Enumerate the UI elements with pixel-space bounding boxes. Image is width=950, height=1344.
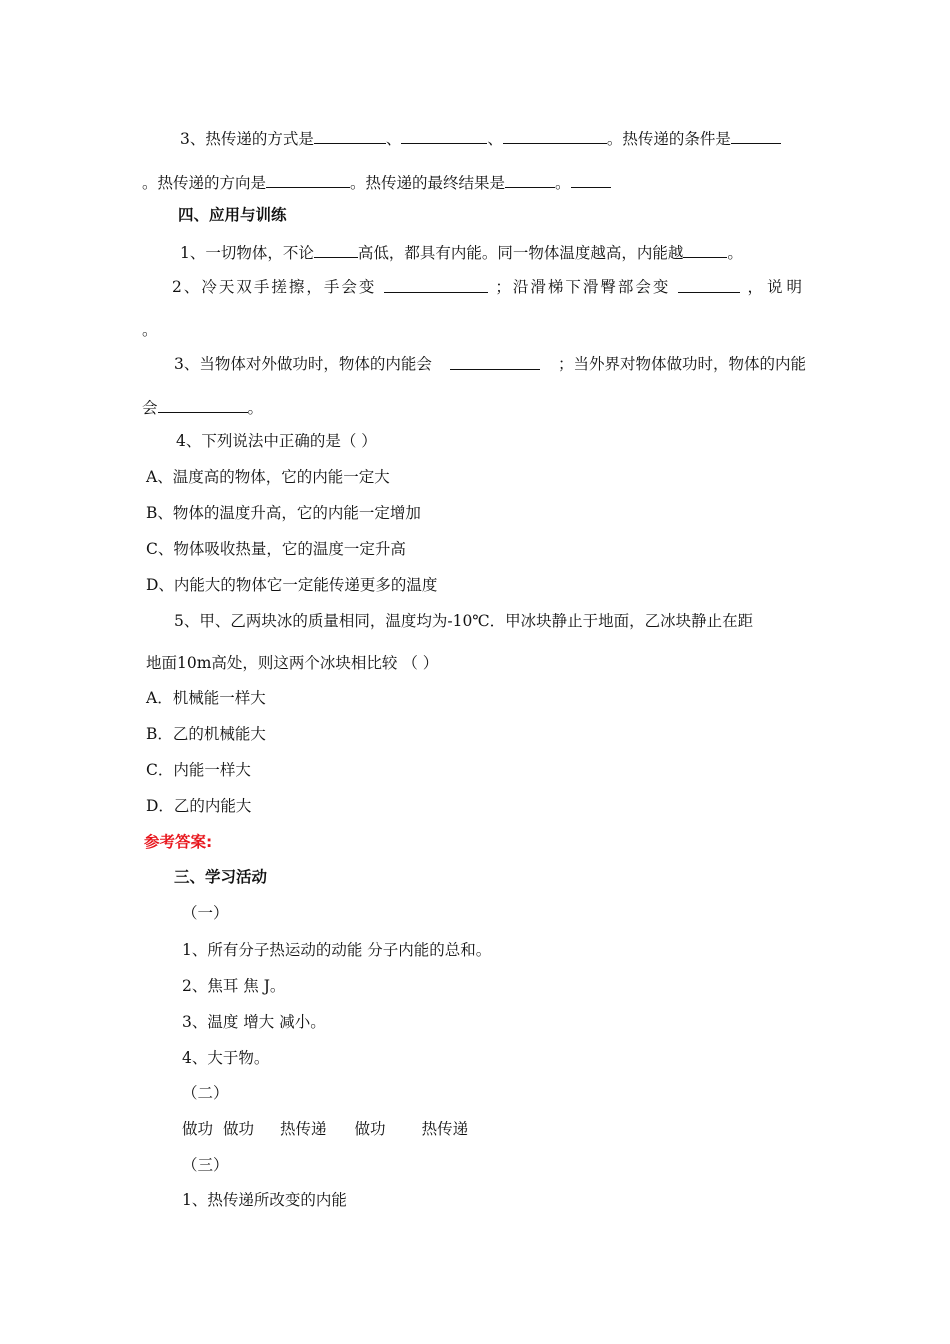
- question-text: 2、冷天双手搓擦，手会变: [172, 278, 377, 296]
- answer-blank: [505, 172, 555, 188]
- separator: 、: [385, 130, 402, 148]
- answer-word: 做功: [223, 1120, 255, 1138]
- question-4-option-c: C、物体吸收热量，它的温度一定升高: [146, 540, 406, 558]
- answers-part-3: （三）: [182, 1156, 229, 1174]
- answers-part-1: （一）: [182, 904, 229, 922]
- section-heading: 四、应用与训练: [178, 206, 287, 224]
- question-text: 。: [727, 244, 743, 262]
- answer-4: 4、大于物。: [182, 1049, 270, 1067]
- question-3-line-1: [180, 128, 781, 149]
- question-3-line-2: [142, 172, 611, 193]
- question-text: 。: [555, 174, 571, 192]
- question-text: 。热传递的条件是: [606, 130, 731, 148]
- question-text: 。热传递的最终结果是: [350, 174, 506, 192]
- answer-blank: [314, 242, 358, 258]
- answer-blank: [503, 128, 607, 144]
- answer-word: 做功: [354, 1120, 386, 1138]
- question-5-option-c: C．内能一样大: [146, 761, 251, 779]
- answer-word: 热传递: [421, 1120, 469, 1138]
- question-text: ；沿滑梯下滑臀部会变: [495, 278, 671, 296]
- answer-blank: [158, 397, 248, 413]
- answers-heading: 参考答案:: [144, 833, 213, 851]
- answer-blank: [384, 277, 488, 293]
- question-text: 3、热传递的方式是: [180, 130, 314, 148]
- answer-blank: [450, 354, 540, 370]
- question-text: 高低，都具有内能。同一物体温度越高，内能越: [357, 244, 684, 262]
- answers-sub-heading: 三、学习活动: [174, 868, 268, 886]
- answer-blank: [678, 277, 740, 293]
- answers-part-2: （二）: [182, 1084, 229, 1102]
- answer-3: 3、温度 增大 减小。: [182, 1013, 326, 1031]
- question-text: 。: [247, 399, 264, 417]
- answer-blank: [266, 172, 350, 188]
- question-2-line-1: [172, 277, 806, 297]
- question-5-option-b: B．乙的机械能大: [146, 725, 266, 743]
- answer-b1: 1、热传递所改变的内能: [182, 1191, 347, 1209]
- question-text: ，说明: [747, 278, 806, 296]
- answer-2: 2、焦耳 焦 J。: [182, 977, 286, 995]
- question-text: ；当外界对物体做功时，物体的内能: [557, 355, 806, 373]
- question-4-option-b: B、物体的温度升高，它的内能一定增加: [146, 504, 421, 522]
- question-5-option-a: A．机械能一样大: [146, 689, 266, 707]
- question-4-option-d: D、内能大的物体它一定能传递更多的温度: [146, 576, 438, 594]
- answers-part-2-words: [182, 1119, 468, 1139]
- answer-blank: [683, 242, 727, 258]
- question-text: 1、一切物体，不论: [180, 244, 314, 262]
- question-4-option-a: A、温度高的物体，它的内能一定大: [146, 468, 390, 486]
- question-3-line-1: [174, 354, 806, 374]
- question-1: [180, 242, 743, 263]
- question-5-line-1: 5、甲、乙两块冰的质量相同，温度均为-10℃．甲冰块静止于地面，乙冰块静止在距: [174, 612, 754, 630]
- answer-word: 做功: [182, 1120, 214, 1138]
- question-2-line-2: 。: [142, 321, 158, 339]
- question-3-line-2: [142, 397, 263, 418]
- separator: 、: [487, 130, 503, 148]
- question-text: 3、当物体对外做功时，物体的内能会: [174, 355, 432, 373]
- answer-blank: [314, 128, 386, 144]
- question-5-line-2: 地面10m高处，则这两个冰块相比较 （ ）: [146, 654, 439, 672]
- question-text: 。热传递的方向是: [142, 174, 267, 192]
- answer-word: 热传递: [280, 1120, 327, 1138]
- answer-blank: [571, 172, 611, 188]
- question-5-option-d: D．乙的内能大: [146, 797, 252, 815]
- answer-blank: [401, 128, 487, 144]
- answer-blank: [731, 128, 781, 144]
- question-text: 会: [142, 399, 158, 417]
- question-4: 4、下列说法中正确的是（ ）: [176, 432, 377, 450]
- answer-1: 1、所有分子热运动的动能 分子内能的总和。: [182, 941, 492, 959]
